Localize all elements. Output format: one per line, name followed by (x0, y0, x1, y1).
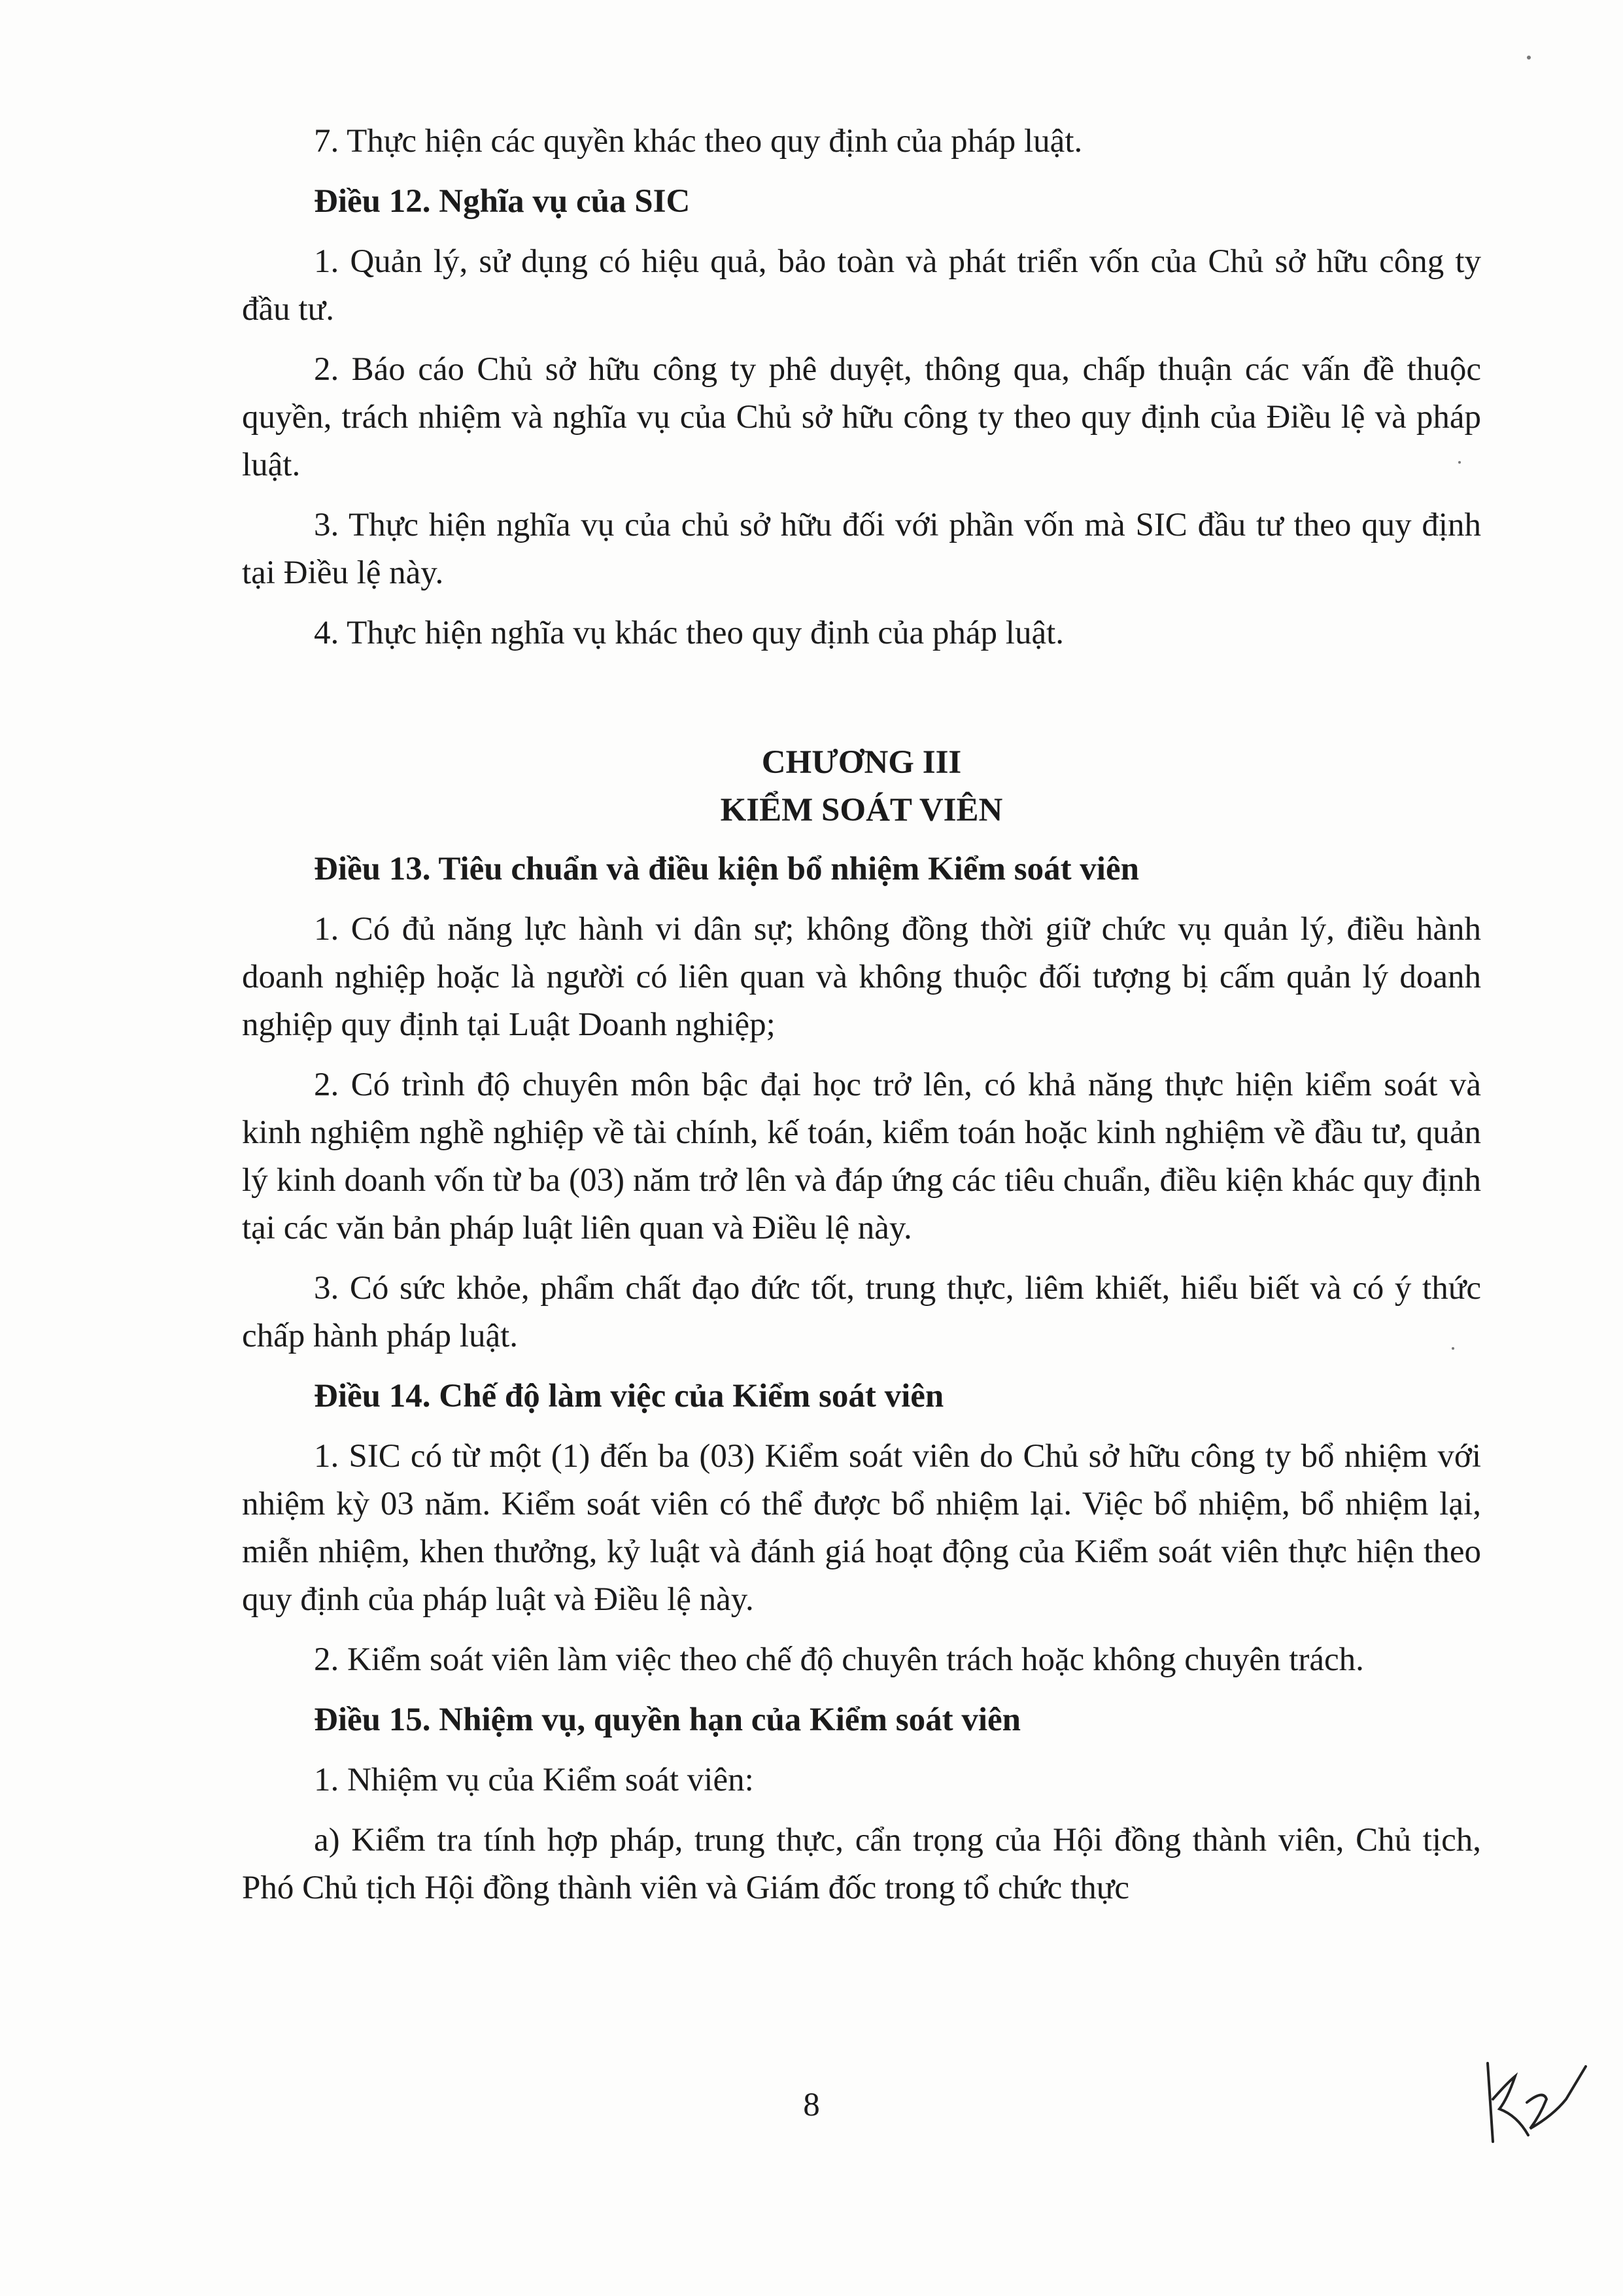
page-number: 8 (803, 2087, 820, 2123)
article-14-clause-1: 1. SIC có từ một (1) đến ba (03) Kiểm soát viên do Chủ sở hữu công ty bổ nhiệm với nhiệm kỳ 03 năm. Kiểm soát viên có thể được bổ nhiệm lại. Việc bổ nhiệm, bổ nhiệm lại, miễn nhiệm, khen thưởng, kỷ luật và đánh giá hoạt động của Kiểm soát viên thực hiện theo quy định của pháp luật và Điều lệ này. (242, 1438, 1481, 1618)
article-13-clause-1: 1. Có đủ năng lực hành vi dân sự; không đồng thời giữ chức vụ quản lý, điều hành doanh nghiệp hoặc là người có liên quan và không thuộc đối tượng bị cấm quản lý doanh nghiệp quy định tại Luật Doanh nghiệp; (242, 911, 1481, 1043)
article-12-clause-4: 4. Thực hiện nghĩa vụ khác theo quy định của pháp luật. (314, 615, 1065, 651)
signature-icon (1468, 2037, 1589, 2151)
article-13-clause-3: 3. Có sức khỏe, phẩm chất đạo đức tốt, trung thực, liêm khiết, hiểu biết và có ý thức chấp hành pháp luật. (242, 1270, 1481, 1354)
article-12-clause-3: 3. Thực hiện nghĩa vụ của chủ sở hữu đối với phần vốn mà SIC đầu tư theo quy định tại Điều lệ này. (242, 507, 1481, 591)
scan-speck (1527, 56, 1531, 60)
article-14-heading: Điều 14. Chế độ làm việc của Kiểm soát viên (314, 1378, 944, 1414)
scan-speck (1452, 1347, 1454, 1350)
article-15-heading: Điều 15. Nhiệm vụ, quyền hạn của Kiểm soát viên (314, 1702, 1021, 1738)
scan-speck (1458, 461, 1461, 464)
article-13-heading: Điều 13. Tiêu chuẩn và điều kiện bổ nhiệm Kiểm soát viên (314, 851, 1139, 887)
chapter-title: KIỂM SOÁT VIÊN (720, 792, 1003, 829)
chapter-number: CHƯƠNG III (761, 744, 962, 781)
article-15-clause-1a: a) Kiểm tra tính hợp pháp, trung thực, cẩn trọng của Hội đồng thành viên, Chủ tịch, Phó Chủ tịch Hội đồng thành viên và Giám đốc trong tổ chức thực (242, 1822, 1481, 1906)
chapter-heading (242, 739, 1481, 834)
article-13-clause-2: 2. Có trình độ chuyên môn bậc đại học trở lên, có khả năng thực hiện kiểm soát và kinh nghiệm nghề nghiệp về tài chính, kế toán, kiểm toán hoặc kinh nghiệm về đầu tư, quản lý kinh doanh vốn từ ba (03) năm trở lên và đáp ứng các tiêu chuẩn, điều kiện khác quy định tại các văn bản pháp luật liên quan và Điều lệ này. (242, 1067, 1481, 1246)
article-14-clause-2: 2. Kiểm soát viên làm việc theo chế độ chuyên trách hoặc không chuyên trách. (314, 1641, 1364, 1678)
document-body (242, 118, 1481, 1925)
article-12-heading: Điều 12. Nghĩa vụ của SIC (314, 183, 691, 220)
article-12-clause-1: 1. Quản lý, sử dụng có hiệu quả, bảo toàn và phát triển vốn của Chủ sở hữu công ty đầu tư. (242, 243, 1481, 328)
clause-12-item-7: 7. Thực hiện các quyền khác theo quy định của pháp luật. (314, 123, 1083, 160)
article-15-clause-1: 1. Nhiệm vụ của Kiểm soát viên: (314, 1762, 754, 1798)
article-12-clause-2: 2. Báo cáo Chủ sở hữu công ty phê duyệt, thông qua, chấp thuận các vấn đề thuộc quyền, trách nhiệm và nghĩa vụ của Chủ sở hữu công ty theo quy định của Điều lệ và pháp luật. (242, 351, 1481, 483)
